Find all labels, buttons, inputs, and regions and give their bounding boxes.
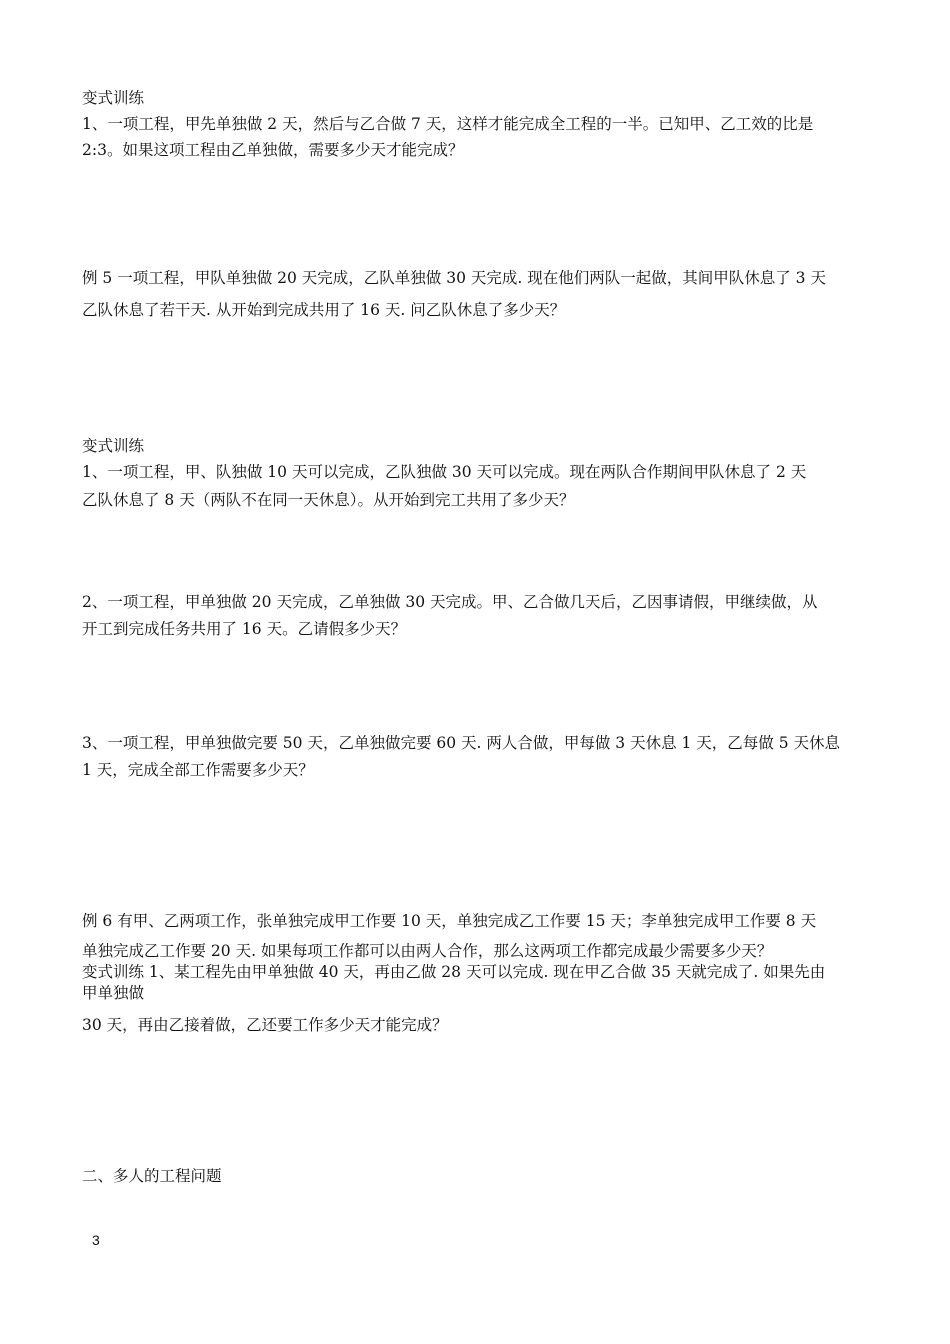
variant-1-line-1: 1、一项工程，甲、队独做 10 天可以完成，乙队独做 30 天可以完成。现在两队合作期间甲队休息了 2 天 [82, 463, 807, 481]
example-5-line-1: 例 5 一项工程，甲队单独做 20 天完成，乙队单独做 30 天完成. 现在他们两队一起做，其间甲队休息了 3 天 [82, 269, 826, 287]
variant-3-line-2: 1 天，完成全部工作需要多少天？ [82, 761, 314, 779]
example-6-line-1: 例 6 有甲、乙两项工作，张单独完成甲工作要 10 天，单独完成乙工作要 15 天；李单独完成甲工作要 8 天 [82, 912, 817, 930]
variant-training-example-6-line-3: 30 天，再由乙接着做，乙还要工作多少天才能完成？ [82, 1016, 448, 1034]
variant-training-example-6-line-2: 甲单独做 [82, 984, 145, 1002]
section-heading-multi-person: 二、多人的工程问题 [82, 1167, 222, 1185]
example-5-line-2: 乙队休息了若干天. 从开始到完成共用了 16 天. 问乙队休息了多少天？ [82, 301, 566, 319]
example-6-line-2: 单独完成乙工作要 20 天. 如果每项工作都可以由两人合作，那么这两项工作都完成最少需要多少天？ [82, 942, 773, 960]
variant-2-line-2: 开工到完成任务共用了 16 天。乙请假多少天？ [82, 620, 407, 638]
problem-1-line-1: 1、一项工程，甲先单独做 2 天，然后与乙合做 7 天，这样才能完成全工程的一半。已知甲、乙工效的比是 [82, 115, 814, 133]
variant-training-example-6-line-1: 变式训练 1、某工程先由甲单独做 40 天，再由乙做 28 天可以完成. 现在甲乙合做 35 天就完成了. 如果先由 [82, 963, 826, 981]
page-number: 3 [92, 1232, 100, 1248]
variant-1-line-2: 乙队休息了 8 天（两队不在同一天休息）。从开始到完工共用了多少天？ [82, 491, 575, 509]
variant-3-line-1: 3、一项工程，甲单独做完要 50 天，乙单独做完要 60 天. 两人合做，甲每做 3 天休息 1 天，乙每做 5 天休息 [82, 734, 841, 752]
variant-2-line-1: 2、一项工程，甲单独做 20 天完成，乙单独做 30 天完成。甲、乙合做几天后，乙因事请假，甲继续做，从 [82, 593, 818, 611]
heading-variant-training-1: 变式训练 [82, 89, 145, 107]
heading-variant-training-2: 变式训练 [82, 437, 145, 455]
problem-1-line-2: 2:3。如果这项工程由乙单独做，需要多少天才能完成？ [82, 141, 464, 159]
